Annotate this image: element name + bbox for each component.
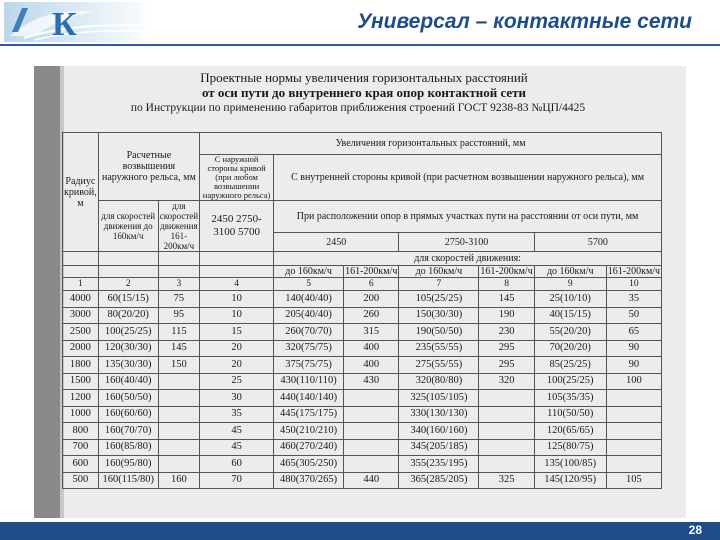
header-radius: Радиус кривой, м xyxy=(63,133,99,252)
table-cell: 800 xyxy=(63,423,99,440)
header-blank-6 xyxy=(98,266,158,278)
table-cell xyxy=(344,456,399,473)
table-cell: 105(25/25) xyxy=(399,291,479,308)
header-dist-2450: 2450 xyxy=(274,233,399,252)
table-cell: 340(160/160) xyxy=(399,423,479,440)
column-number: 10 xyxy=(606,278,661,291)
table-cell: 115 xyxy=(158,324,199,341)
header-blank-1 xyxy=(63,252,99,266)
table-cell: 430 xyxy=(344,373,399,390)
table-cell: 4000 xyxy=(63,291,99,308)
table-cell: 160(95/80) xyxy=(98,456,158,473)
speed-hi-2: 161-200км/ч xyxy=(480,266,533,277)
column-number: 8 xyxy=(479,278,534,291)
table-cell: 460(270/240) xyxy=(274,439,344,456)
table-cell: 480(370/265) xyxy=(274,472,344,489)
table-cell: 70(20/20) xyxy=(534,340,606,357)
table-cell: 145(120/95) xyxy=(534,472,606,489)
table-cell xyxy=(158,390,199,407)
table-cell: 20 xyxy=(200,357,274,374)
table-cell: 110(50/50) xyxy=(534,406,606,423)
table-cell: 325 xyxy=(479,472,534,489)
table-cell: 325(105/105) xyxy=(399,390,479,407)
table-row xyxy=(63,340,662,357)
table-cell: 320(80/80) xyxy=(399,373,479,390)
table-cell: 20 xyxy=(200,340,274,357)
table-cell: 440(140/140) xyxy=(274,390,344,407)
table-cell: 160(70/70) xyxy=(98,423,158,440)
table-cell: 100(25/25) xyxy=(98,324,158,341)
scanned-document xyxy=(34,66,686,518)
table-cell: 120(30/30) xyxy=(98,340,158,357)
table-cell: 2000 xyxy=(63,340,99,357)
table-cell: 95 xyxy=(158,307,199,324)
table-cell: 140(40/40) xyxy=(274,291,344,308)
table-cell: 45 xyxy=(200,423,274,440)
header-blank-5 xyxy=(63,266,99,278)
table-cell xyxy=(344,406,399,423)
table-row xyxy=(63,324,662,341)
table-cell: 400 xyxy=(344,340,399,357)
header-divider xyxy=(0,44,720,46)
caption-line-3: по Инструкции по применению габаритов приближения строений ГОСТ 9238-83 №ЦП/4425 xyxy=(130,102,586,114)
table-cell: 160(50/50) xyxy=(98,390,158,407)
table-cell: 355(235/195) xyxy=(399,456,479,473)
table-cell: 120(65/65) xyxy=(534,423,606,440)
speed-lo-1: до 160км/ч xyxy=(274,266,344,278)
table-row xyxy=(63,357,662,374)
table-cell: 700 xyxy=(63,439,99,456)
table-cell xyxy=(158,456,199,473)
norms-table xyxy=(62,132,662,489)
table-row xyxy=(63,406,662,423)
table-cell: 75 xyxy=(158,291,199,308)
table-cell: 60(15/15) xyxy=(98,291,158,308)
table-cell: 160(60/60) xyxy=(98,406,158,423)
table-cell: 40(15/15) xyxy=(534,307,606,324)
table-cell: 25(10/10) xyxy=(534,291,606,308)
speed-lo-2: до 160км/ч xyxy=(399,266,479,278)
header-speeds: для скоростей движения: xyxy=(274,252,662,266)
table-cell: 105 xyxy=(606,472,661,489)
table-cell xyxy=(344,423,399,440)
table-row xyxy=(63,390,662,407)
table-cell: 90 xyxy=(606,340,661,357)
table-cell xyxy=(158,373,199,390)
column-numbers-row xyxy=(63,278,662,291)
table-cell: 2500 xyxy=(63,324,99,341)
column-number: 4 xyxy=(200,278,274,291)
speed-hi-1: 161-200км/ч xyxy=(345,266,398,277)
table-row xyxy=(63,456,662,473)
table-cell: 135(30/30) xyxy=(98,357,158,374)
table-row xyxy=(63,373,662,390)
column-number: 1 xyxy=(63,278,99,291)
table-cell: 320 xyxy=(479,373,534,390)
table-cell: 10 xyxy=(200,291,274,308)
table-cell: 30 xyxy=(200,390,274,407)
header-outer-distances: 2450 2750-3100 5700 xyxy=(200,201,274,252)
table-cell: 400 xyxy=(344,357,399,374)
table-cell: 465(305/250) xyxy=(274,456,344,473)
table-cell: 345(205/185) xyxy=(399,439,479,456)
header-blank-3 xyxy=(158,252,199,266)
table-cell: 100(25/25) xyxy=(534,373,606,390)
column-number: 9 xyxy=(534,278,606,291)
table-cell xyxy=(606,406,661,423)
table-cell: 145 xyxy=(158,340,199,357)
table-row xyxy=(63,307,662,324)
header-increase: Увеличения горизонтальных расстояний, мм xyxy=(200,133,662,155)
table-cell xyxy=(606,439,661,456)
caption-line-1: Проектные нормы увеличения горизонтальных расстояний xyxy=(200,70,528,85)
column-number: 2 xyxy=(98,278,158,291)
table-cell: 150 xyxy=(158,357,199,374)
table-cell xyxy=(479,456,534,473)
table-cell: 1500 xyxy=(63,373,99,390)
table-cell: 320(75/75) xyxy=(274,340,344,357)
header-speed-161-200: для скоростей движения 161-200км/ч xyxy=(159,201,199,251)
table-cell: 440 xyxy=(344,472,399,489)
slide-title: Универсал – контактные сети xyxy=(357,10,692,33)
column-number: 3 xyxy=(158,278,199,291)
table-row xyxy=(63,291,662,308)
table-cell xyxy=(344,390,399,407)
table-cell xyxy=(606,423,661,440)
table-cell: 315 xyxy=(344,324,399,341)
table-cell: 35 xyxy=(200,406,274,423)
table-row xyxy=(63,472,662,489)
table-cell xyxy=(479,390,534,407)
table-cell: 1800 xyxy=(63,357,99,374)
table-cell: 230 xyxy=(479,324,534,341)
table-cell: 60 xyxy=(200,456,274,473)
header-blank-8 xyxy=(200,266,274,278)
table-cell xyxy=(479,423,534,440)
table-cell: 365(285/205) xyxy=(399,472,479,489)
logo-letter: К xyxy=(52,6,77,42)
slide-header xyxy=(0,0,720,44)
norms-table-body xyxy=(63,291,662,489)
table-cell: 160(115/80) xyxy=(98,472,158,489)
scan-shadow-edge xyxy=(34,66,60,518)
table-cell: 295 xyxy=(479,340,534,357)
table-cell: 25 xyxy=(200,373,274,390)
table-cell: 70 xyxy=(200,472,274,489)
table-cell: 160(40/40) xyxy=(98,373,158,390)
header-blank-2 xyxy=(98,252,158,266)
table-cell: 445(175/175) xyxy=(274,406,344,423)
table-cell: 135(100/85) xyxy=(534,456,606,473)
table-cell: 100 xyxy=(606,373,661,390)
table-cell: 160(85/80) xyxy=(98,439,158,456)
header-dist-5700: 5700 xyxy=(534,233,661,252)
caption-line-2: от оси пути до внутреннего края опор контактной сети xyxy=(201,85,527,100)
table-cell: 500 xyxy=(63,472,99,489)
table-cell: 160 xyxy=(158,472,199,489)
header-dist-2750-3100: 2750-3100 xyxy=(399,233,534,252)
column-number: 7 xyxy=(399,278,479,291)
table-cell: 125(80/75) xyxy=(534,439,606,456)
table-cell xyxy=(158,439,199,456)
table-cell: 1000 xyxy=(63,406,99,423)
header-speed-upto-160: для скоростей движения до 160км/ч xyxy=(98,201,158,252)
column-number: 5 xyxy=(274,278,344,291)
table-cell: 15 xyxy=(200,324,274,341)
company-logo xyxy=(4,2,154,42)
header-blank-7 xyxy=(158,266,199,278)
table-cell: 85(25/25) xyxy=(534,357,606,374)
table-cell: 275(55/55) xyxy=(399,357,479,374)
table-cell xyxy=(479,439,534,456)
table-cell xyxy=(606,390,661,407)
table-cell: 45 xyxy=(200,439,274,456)
table-cell: 105(35/35) xyxy=(534,390,606,407)
table-cell: 10 xyxy=(200,307,274,324)
table-cell: 190 xyxy=(479,307,534,324)
table-cell: 150(30/30) xyxy=(399,307,479,324)
table-cell: 235(55/55) xyxy=(399,340,479,357)
table-cell: 450(210/210) xyxy=(274,423,344,440)
table-cell xyxy=(344,439,399,456)
table-cell: 200 xyxy=(344,291,399,308)
table-cell: 65 xyxy=(606,324,661,341)
header-inner-side: С внутренней стороны кривой (при расчетном возвышении наружного рельса), мм xyxy=(274,155,662,201)
table-cell: 145 xyxy=(479,291,534,308)
table-cell xyxy=(158,406,199,423)
table-cell: 600 xyxy=(63,456,99,473)
table-cell: 430(110/110) xyxy=(274,373,344,390)
table-cell: 260(70/70) xyxy=(274,324,344,341)
header-location: При расположении опор в прямых участках пути на расстоянии от оси пути, мм xyxy=(274,201,662,233)
table-cell: 90 xyxy=(606,357,661,374)
slide-footer xyxy=(0,522,720,540)
table-cell: 295 xyxy=(479,357,534,374)
table-cell: 190(50/50) xyxy=(399,324,479,341)
table-cell: 260 xyxy=(344,307,399,324)
table-cell: 205(40/40) xyxy=(274,307,344,324)
table-cell: 35 xyxy=(606,291,661,308)
table-cell: 55(20/20) xyxy=(534,324,606,341)
table-cell: 1200 xyxy=(63,390,99,407)
speed-lo-3: до 160км/ч xyxy=(534,266,606,278)
table-cell: 330(130/130) xyxy=(399,406,479,423)
page-number: 28 xyxy=(688,523,702,537)
header-elevation: Расчетные возвышения наружного рельса, мм xyxy=(98,133,199,201)
table-cell xyxy=(479,406,534,423)
table-cell: 80(20/20) xyxy=(98,307,158,324)
table-row xyxy=(63,423,662,440)
table-cell: 375(75/75) xyxy=(274,357,344,374)
header-blank-4 xyxy=(200,252,274,266)
table-row xyxy=(63,439,662,456)
table-cell xyxy=(158,423,199,440)
speed-hi-3: 161-200км/ч xyxy=(607,266,661,277)
table-cell: 50 xyxy=(606,307,661,324)
header-outer-side: С наружной стороны кривой (при любом возвышении наружного рельса) xyxy=(200,155,274,201)
table-cell: 3000 xyxy=(63,307,99,324)
table-cell xyxy=(606,456,661,473)
column-number: 6 xyxy=(344,278,399,291)
